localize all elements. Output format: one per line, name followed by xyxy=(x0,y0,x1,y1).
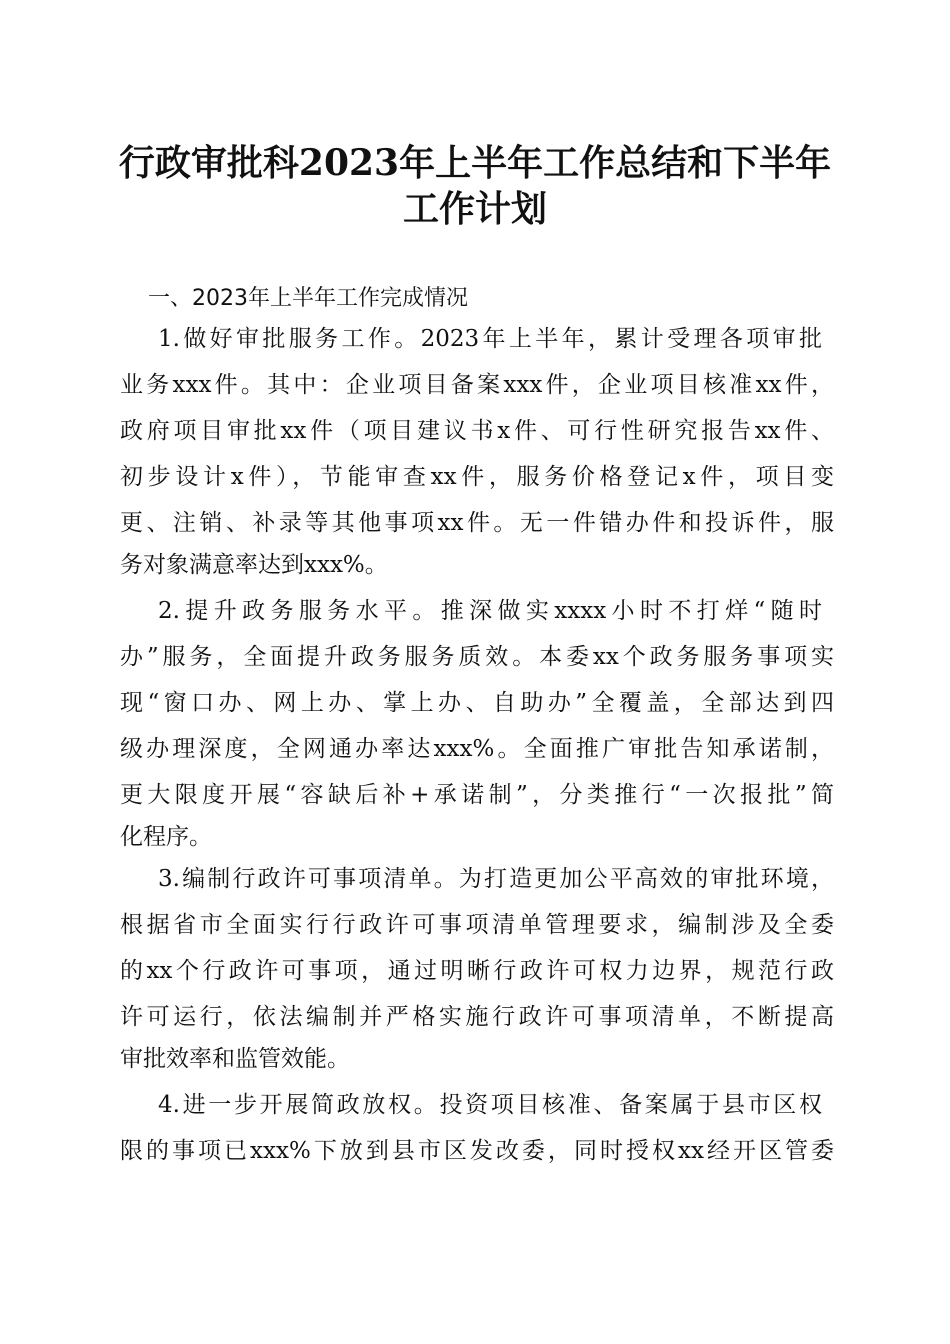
paragraph-2-line-5: 更大限度开展“容缺后补+承诺制”，分类推行“一次报批”简 xyxy=(120,782,834,808)
paragraph-2-line-3: 现“窗口办、网上办、掌上办、自助办”全覆盖，全部达到四 xyxy=(120,690,834,716)
paragraph-3-line-1: 3.编制行政许可事项清单。为打造更加公平高效的审批环境， xyxy=(158,866,834,892)
paragraph-3-line-4: 许可运行，依法编制并严格实施行政许可事项清单，不断提高 xyxy=(120,1004,834,1030)
paragraph-2-line-2: 办”服务，全面提升政务服务质效。本委xx个政务服务事项实 xyxy=(120,644,834,670)
paragraph-1-line-5: 更、注销、补录等其他事项xx件。无一件错办件和投诉件，服 xyxy=(120,510,834,536)
paragraph-1-line-3: 政府项目审批xx件（项目建议书x件、可行性研究报告xx件、 xyxy=(120,418,834,444)
document-title-line-2: 工作计划 xyxy=(402,188,547,230)
paragraph-3-line-5: 审批效率和监管效能。 xyxy=(120,1046,350,1072)
paragraph-4-line-1: 4.进一步开展简政放权。投资项目核准、备案属于县市区权 xyxy=(158,1092,822,1118)
document-title-line-1: 行政审批科2023年上半年工作总结和下半年 xyxy=(118,142,832,184)
paragraph-4-line-2: 限的事项已xxx%下放到县市区发改委，同时授权xx经开区管委 xyxy=(120,1138,834,1164)
paragraph-2-line-4: 级办理深度，全网通办率达xxx%。全面推广审批告知承诺制， xyxy=(120,736,834,762)
paragraph-3-line-3: 的xx个行政许可事项，通过明晰行政许可权力边界，规范行政 xyxy=(120,958,834,984)
section-heading-1: 一、2023年上半年工作完成情况 xyxy=(148,286,468,311)
paragraph-1-line-6: 务对象满意率达到xxx%。 xyxy=(120,552,388,578)
paragraph-3-line-2: 根据省市全面实行行政许可事项清单管理要求，编制涉及全委 xyxy=(120,912,834,938)
paragraph-2-line-1: 2.提升政务服务水平。推深做实xxxx小时不打烊“随时 xyxy=(158,598,822,624)
paragraph-1-line-4: 初步设计x件），节能审查xx件，服务价格登记x件，项目变 xyxy=(120,464,834,490)
paragraph-2-line-6: 化程序。 xyxy=(120,824,212,850)
paragraph-1-line-2: 业务xxx件。其中：企业项目备案xxx件，企业项目核准xx件， xyxy=(120,372,834,398)
paragraph-1-line-1: 1.做好审批服务工作。2023年上半年，累计受理各项审批 xyxy=(158,326,822,352)
